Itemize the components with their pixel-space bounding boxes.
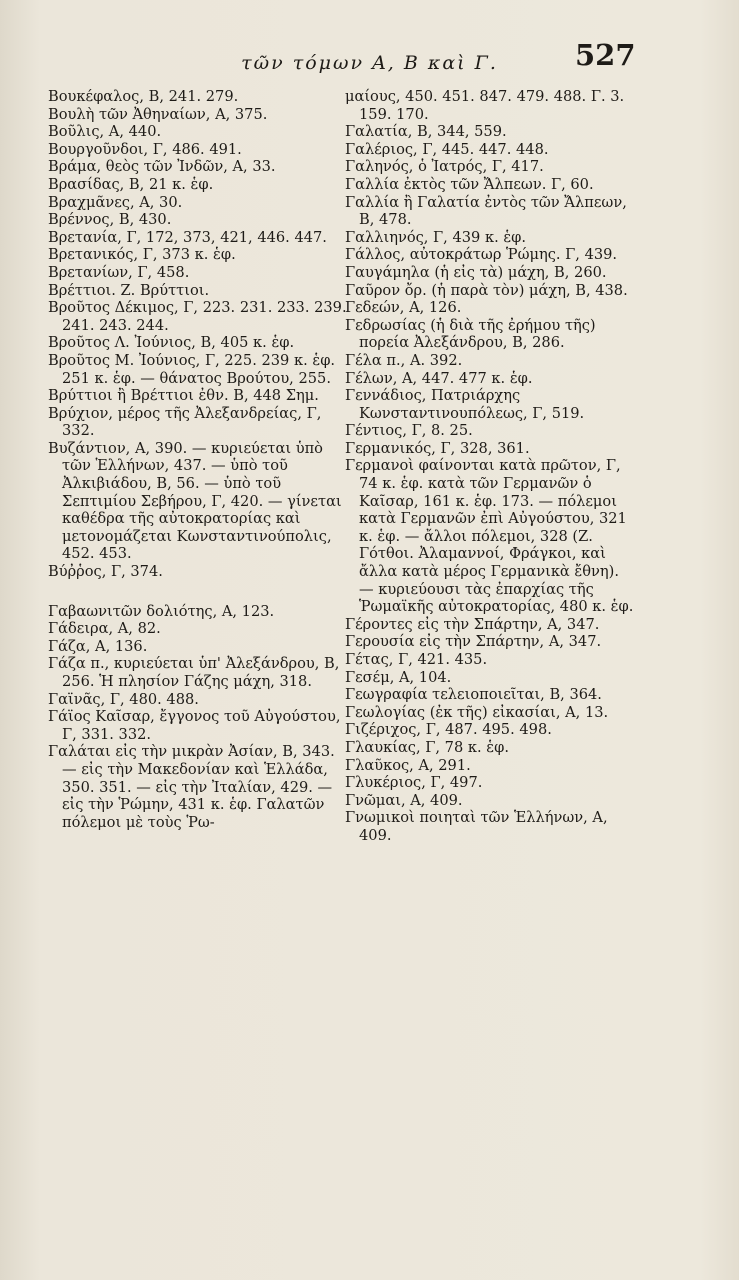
index-column-left [48,88,348,831]
index-entry: Γαλλία ἢ Γαλατία ἐντὸς τῶν Ἄλπεων, Β, 478. [345,193,627,229]
index-entry: Βροῦτος Λ. Ἰούνιος, Β, 405 κ. ἑφ. [48,334,295,352]
index-entry: Βρύττιοι ἢ Βρέττιοι ἐθν. Β, 448 Σημ. [48,387,319,405]
index-column-right [345,88,637,845]
index-entry: Γεωλογίας (ἐκ τῆς) εἰκασίαι, Α, 13. [345,703,609,721]
index-entry: Γαῦρον ὄρ. (ἡ παρὰ τὸν) μάχη, Β, 438. [345,281,628,299]
index-entry: Γέλα π., Α. 392. [345,351,463,369]
index-entry: Γεδεών, Α, 126. [345,299,462,317]
index-entry: μαίους, 450. 451. 847. 479. 488. Γ. 3. 159. 170. [345,88,625,123]
index-entry: Γαβαωνιτῶν δολιότης, Α, 123. [48,602,275,620]
index-entry: Γεσέμ, Α, 104. [345,668,452,686]
index-entry: Βουλὴ τῶν Ἀθηναίων, Α, 375. [48,105,268,123]
index-entry: Βρετανίων, Γ, 458. [48,263,190,281]
index-entry: Γλαῦκος, Α, 291. [345,756,471,774]
index-entry: Βοῦλις, Α, 440. [48,123,162,141]
index-entry: Γαυγάμηλα (ἡ εἰς τὰ) μάχη, Β, 260. [345,263,607,281]
index-entry: Γαλατία, Β, 344, 559. [345,123,507,141]
index-entry: Γαλάται εἰς τὴν μικρὰν Ἀσίαν, Β, 343. — εἰς τὴν Μακεδονίαν καὶ Ἑλλάδα, 350. 351. — εἰς τὴν Ἰταλίαν, 429. — εἰς τὴν Ῥώμην, 431 κ. ἑφ. Γαλατῶν πόλεμοι μὲ τοὺς Ῥω- [48,743,335,831]
index-entry: Γέλων, Α, 447. 477 κ. ἑφ. [345,369,533,387]
index-entry: Βρύχιον, μέρος τῆς Ἀλεξανδρείας, Γ, 332. [48,404,322,440]
index-entry: Βουργοῦνδοι, Γ, 486. 491. [48,140,242,158]
index-entry: Βροῦτος Μ. Ἰούνιος, Γ, 225. 239 κ. ἑφ. 251 κ. ἑφ. — θάνατος Βρούτου, 255. [48,351,336,387]
index-entry: Γάδειρα, Α, 82. [48,620,161,638]
index-entry: Γέντιος, Γ, 8. 25. [345,422,473,440]
index-entry: Γαϊνᾶς, Γ, 480. 488. [48,690,199,708]
index-entry: Βρασίδας, Β, 21 κ. ἑφ. [48,175,214,193]
index-entry: Βρέννος, Β, 430. [48,211,172,229]
index-entry: Γεδρωσίας (ἡ διὰ τῆς ἐρήμου τῆς) πορεία Ἀλεξάνδρου, Β, 286. [345,316,596,352]
index-entry: Βρετανία, Γ, 172, 373, 421, 446. 447. [48,228,327,246]
index-entry: Γαληνός, ὁ Ἰατρός, Γ, 417. [345,158,544,176]
index-entry: Γαλλία ἐκτὸς τῶν Ἄλπεων. Γ, 60. [345,175,594,193]
index-entry: Βύῤῥος, Γ, 374. [48,563,163,581]
index-entry: Βράμα, θεὸς τῶν Ἰνδῶν, Α, 33. [48,158,276,176]
index-entry: Βροῦτος Δέκιμος, Γ, 223. 231. 233. 239. 241. 243. 244. [48,299,347,334]
index-entry: Γνωμικοὶ ποιηταὶ τῶν Ἑλλήνων, Α, 409. [345,809,608,844]
index-entry: Βρετανικός, Γ, 373 κ. ἑφ. [48,246,236,264]
index-entry: Γερμανικός, Γ, 328, 361. [345,439,530,457]
index-entry: Γαλέριος, Γ, 445. 447. 448. [345,140,549,158]
index-entry: Γέτας, Γ, 421. 435. [345,651,488,668]
index-entry: Γλαυκίας, Γ, 78 κ. ἑφ. [345,738,509,756]
index-entry: Γερμανοὶ φαίνονται κατὰ πρῶτον, Γ, 74 κ. ἑφ. κατὰ τῶν Γερμανῶν ὁ Καῖσαρ, 161 κ. ἑφ. 173. — πόλεμοι κατὰ Γερμανῶν ἐπὶ Αὐγούστου, 321 κ. ἑφ. — ἄλλοι πόλεμοι, 328 (Ζ. Γότθοι. Ἀλαμαννοί, Φράγκοι, καὶ ἄλλα κατὰ μέρος Γερμανικὰ ἔθνη). — κυριεύουσι τὰς ἐπαρχίας τῆς Ῥωμαϊκῆς αὐτοκρατορίας, 480 κ. ἑφ. [345,457,634,616]
index-entry: Βραχμᾶνες, Α, 30. [48,193,183,211]
running-header: τῶν τόμων Α, Β καὶ Γ. [241,52,498,74]
index-entry: Γλυκέριος, Γ, 497. [345,774,483,792]
index-entry: Γάζα, Α, 136. [48,637,148,655]
index-entry: Γεννάδιος, Πατριάρχης Κωνσταντινουπόλεως, Γ, 519. [345,387,585,422]
index-entry: Γεωγραφία τελειοποιεῖται, Β, 364. [345,686,602,704]
index-entry: Γάζα π., κυριεύεται ὑπ' Ἀλεξάνδρου, Β, 256. Ἡ πλησίον Γάζης μάχη, 318. [48,655,340,690]
page-number: 527 [575,38,636,72]
index-entry: Γάϊος Καῖσαρ, ἔγγονος τοῦ Αὐγούστου, Γ, 331. 332. [48,708,341,743]
index-entry: Γέροντες εἰς τὴν Σπάρτην, Α, 347. [345,615,600,633]
index-entry: Γαλλιηνός, Γ, 439 κ. ἑφ. [345,228,527,246]
index-entry: Γιζέριχος, Γ, 487. 495. 498. [345,721,552,739]
section-gap [48,581,348,603]
index-entry: Βρέττιοι. Ζ. Βρύττιοι. [48,281,210,299]
index-entry: Βυζάντιον, Α, 390. — κυριεύεται ὑπὸ τῶν Ἑλλήνων, 437. — ὑπὸ τοῦ Ἀλκιβιάδου, Β, 56. — ὑπὸ τοῦ Σεπτιμίου Σεβήρου, Γ, 420. — γίνεται καθέδρα τῆς αὐτοκρατορίας καὶ μετονομάζεται Κωνσταντινούπολις, 452. 453. [48,439,342,563]
index-entry: Γνῶμαι, Α, 409. [345,791,463,809]
index-entry: Βουκέφαλος, Β, 241. 279. [48,88,239,105]
index-entry: Γάλλος, αὐτοκράτωρ Ῥώμης. Γ, 439. [345,246,618,264]
index-entry: Γερουσία εἰς τὴν Σπάρτην, Α, 347. [345,633,602,651]
